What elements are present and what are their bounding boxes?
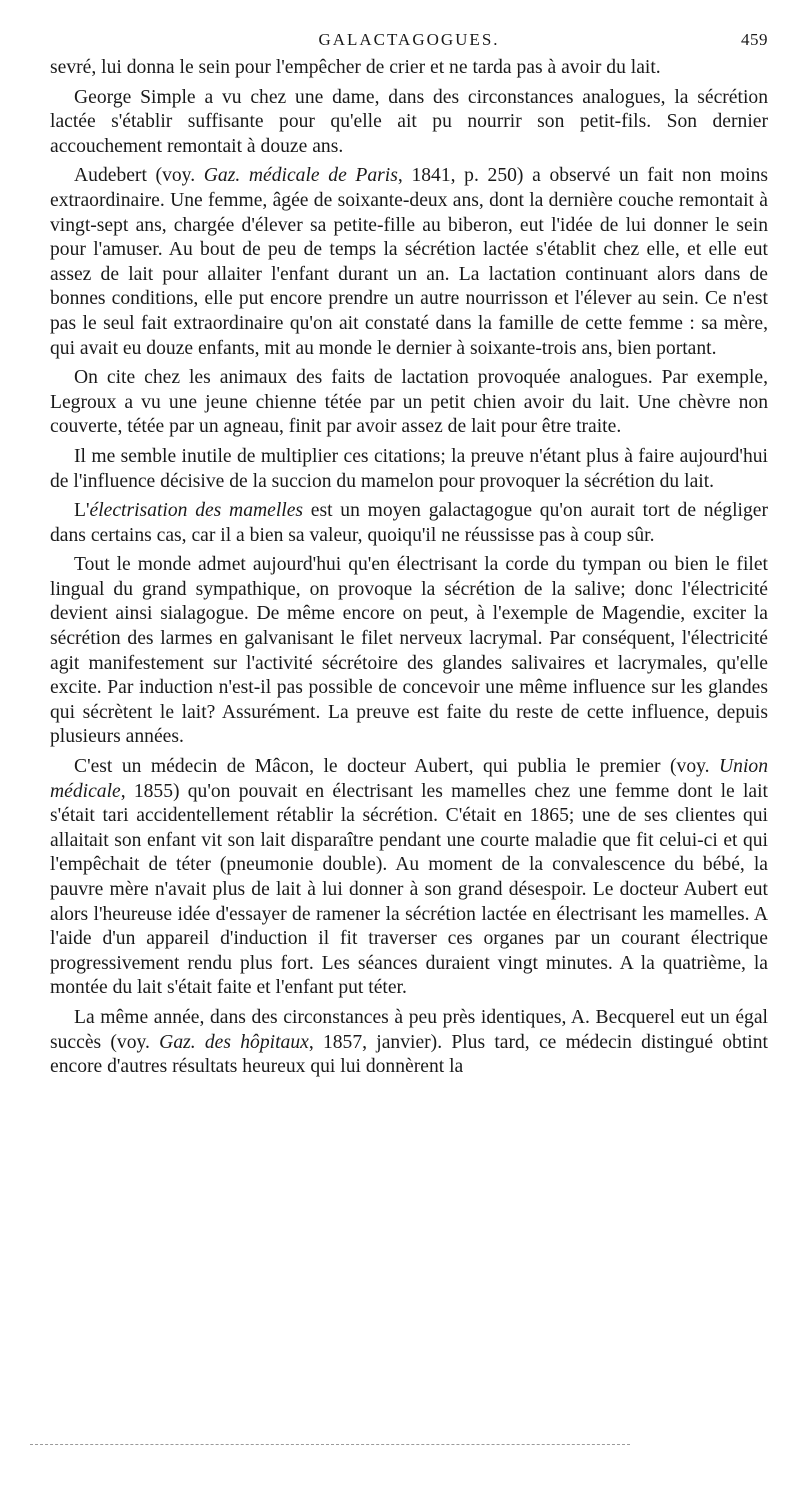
paragraph bbox=[50, 56, 768, 81]
italic-text: Gaz. médicale de Paris bbox=[203, 165, 398, 187]
text-segment: Il me semble inutile de multiplier ces citations; la preuve n'étant plus à faire aujourd'hui de l'influence décisive de la succion du mamelon pour provoquer la sécrétion du lait. bbox=[50, 445, 768, 492]
running-head bbox=[50, 30, 768, 56]
text-segment: , 1855) qu'on pouvait en électrisant les mamelles chez une femme dont le lait s'était tari accidentellement rétablir la sécrétion. C'était en 1865; une de ses clientes qui allaitait son enfant vit son lait disparaître pendant une courte maladie que fit celui-ci et qui l'empêchait de téter (pneumonie double). Au moment de la convalescence du bébé, la pauvre mère n'avait plus de lait à lui donner à son grand désespoir. Le docteur Aubert eut alors l'heureuse idée d'essayer de ramener la sécrétion lactée en électrisant les mamelles. A l'aide d'un appareil d'induction il fit traverser ces organes par un courant électrique progressivement rendu plus fort. Les séances duraient vingt minutes. A la quatrième, la montée du lait s'était faite et l'enfant put téter. bbox=[50, 780, 768, 999]
page-number: 459 bbox=[741, 30, 768, 49]
body-text bbox=[50, 56, 768, 1080]
text-segment: sevré, lui donna le sein pour l'empêcher de crier et ne tarda pas à avoir du lait. bbox=[50, 57, 661, 78]
italic-text: Gaz. des hôpitaux bbox=[159, 1031, 309, 1053]
paragraph bbox=[50, 164, 768, 361]
paragraph bbox=[50, 445, 768, 494]
text-segment: C'est un médecin de Mâcon, le docteur Aubert, qui publia le premier (voy. bbox=[74, 756, 720, 778]
paragraph bbox=[50, 499, 768, 548]
footer-rule bbox=[30, 1444, 630, 1445]
book-page bbox=[50, 30, 768, 1085]
text-segment: La même année, dans des circonstances à peu près identiques, A. Becquerel eut un égal succès (voy. bbox=[50, 1006, 768, 1053]
running-title: GALACTAGOGUES. bbox=[318, 30, 500, 49]
text-segment: On cite chez les animaux des faits de lactation provoquée analogues. Par exemple, Legroux a vu une jeune chienne tétée par un petit chien avoir du lait. Une chèvre non couverte, tétée par un agneau, finit par avoir assez de lait pour être traite. bbox=[50, 367, 768, 438]
text-segment: est un moyen galactagogue qu'on aurait tort de négliger dans certains cas, car il a bien sa valeur, quoiqu'il ne réussisse pas à coup sûr. bbox=[50, 500, 768, 546]
paragraph bbox=[50, 86, 768, 160]
text-segment: Audebert (voy. bbox=[74, 165, 204, 187]
italic-text: électrisation des mamelles bbox=[89, 500, 304, 522]
text-segment: George Simple a vu chez une dame, dans des circonstances analogues, la sécrétion lactée s'établir suffisante pour qu'elle ait pu nourrir son petit-fils. Son dernier accouchement remontait à douze ans. bbox=[50, 86, 768, 157]
text-segment: Tout le monde admet aujourd'hui qu'en électrisant la corde du tympan ou bien le filet lingual du grand sympathique, on provoque la sécrétion de la salive; donc l'électricité devient ainsi sialagogue. De même encore on peut, à l'exemple de Magendie, exciter la sécrétion des larmes en galvanisant le filet nerveux lacrymal. Par conséquent, l'électricité agit manifestement sur l'activité sécrétoire des glandes salivaires et lacrymales, qu'elle excite. Par induction n'est-il pas possible de concevoir une même influence sur les glandes qui sécrètent le lait? Assurément. La preuve est faite du reste de cette influence, depuis plusieurs années. bbox=[50, 554, 768, 748]
text-segment: , 1841, p. 250) a observé un fait non moins extraordinaire. Une femme, âgée de soixante-deux ans, dont la dernière couche remontait à vingt-sept ans, chargée d'élever sa petite-fille au biberon, eut l'idée de lui donner le sein pour l'amuser. Au bout de peu de temps la sécrétion lactée s'établit chez elle, et elle eut assez de lait pour allaiter l'enfant durant un an. La lactation continuant alors dans de bonnes conditions, elle put encore prendre un autre nourrisson et l'élever au sein. Ce n'est pas le seul fait extraordinaire qu'on ait constaté dans la famille de cette femme : sa mère, qui avait eu douze enfants, mit au monde le dernier à soixante-trois ans, bien portant. bbox=[50, 165, 769, 359]
italic-text: Union médicale bbox=[50, 756, 768, 802]
text-segment: L' bbox=[74, 500, 90, 522]
paragraph bbox=[50, 366, 768, 440]
paragraph bbox=[50, 553, 768, 750]
text-segment: , 1857, janvier). Plus tard, ce médecin distingué obtint encore d'autres résultats heureux qui lui donnèrent la bbox=[50, 1031, 768, 1078]
paragraph bbox=[50, 755, 768, 1001]
paragraph bbox=[50, 1006, 768, 1080]
